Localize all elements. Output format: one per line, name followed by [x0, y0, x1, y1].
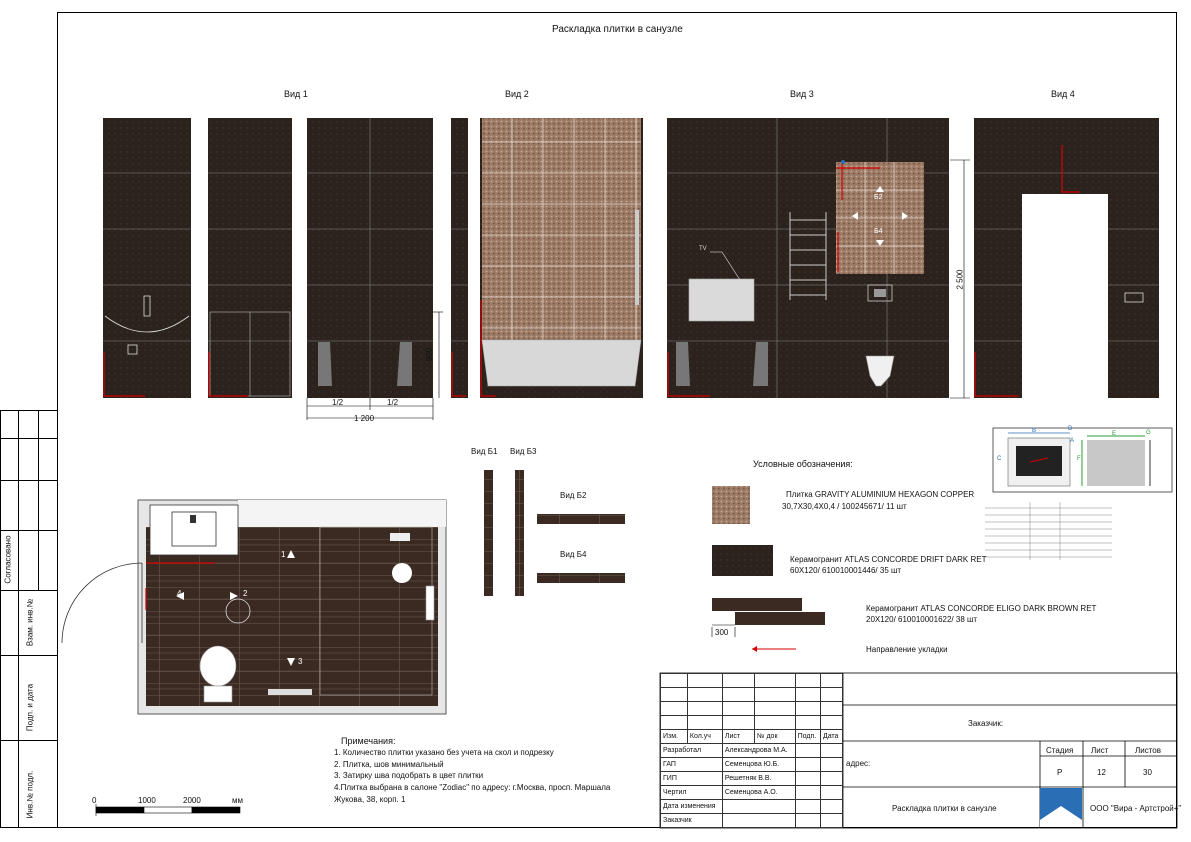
tb-col-izm: Изм. [661, 730, 688, 744]
side-sign-date: Подп. и дата [25, 683, 35, 732]
tb-col-doc: № док [755, 730, 796, 744]
title-block-table [660, 673, 843, 828]
plan-mark-4: 4 [177, 589, 182, 598]
legend-item1-sub: 30,7X30,4X0,4 / 100245671/ 11 шт [782, 502, 907, 511]
legend-item2-sub: 60X120/ 610010001446/ 35 шт [790, 566, 902, 575]
tb-sheets-header: Листов [1135, 746, 1161, 755]
view-2-label: Вид 2 [505, 89, 529, 99]
dim-width-total: 1 200 [354, 414, 375, 423]
scale-0: 0 [92, 796, 97, 805]
tb-sheet-header: Лист [1091, 746, 1109, 755]
note-1: 1. Количество плитки указано без учета на скол и подрезку [334, 748, 554, 757]
dim-height-900: 900 [425, 347, 435, 362]
tb-company: ООО "Вира - Артстрой+" [1090, 804, 1182, 813]
dim-height-2500: 2 500 [955, 269, 965, 290]
legend-direction: Направление укладки [866, 645, 948, 654]
note-4a: 4.Плитка выбрана в салоне "Zodiac" по адресу: г.Москва, просп. Маршала [334, 783, 611, 792]
inset-letter-d: D [1068, 426, 1073, 432]
legend-direction-arrow [752, 646, 796, 652]
tb-col-kol: Кол.уч [687, 730, 722, 744]
view-1-label: Вид 1 [284, 89, 308, 99]
tb-stage-header: Стадия [1046, 746, 1074, 755]
tb-address: адрес: [846, 759, 871, 768]
side-inv-swap: Взам. инв.№ [25, 598, 35, 647]
sheet-title: Раскладка плитки в санузле [552, 24, 683, 35]
company-logo [1040, 788, 1082, 827]
legend-item2: Керамогранит ATLAS CONCORDE DRIFT DARK RET [790, 555, 987, 564]
dim-half-left: 1/2 [332, 398, 344, 407]
legend-heading: Условные обозначения: [753, 459, 853, 469]
view3-wall [667, 118, 970, 398]
view-b3-label: Вид Б3 [510, 447, 537, 456]
plan-mark-1: 1 [281, 550, 286, 559]
tb-col-podp: Подп. [795, 730, 820, 744]
inset-letter-e: E [1112, 431, 1117, 437]
scale-bar [96, 804, 240, 816]
legend-item1: Плитка GRAVITY ALUMINIUM HEXAGON COPPER [786, 490, 975, 499]
tb-customer: Заказчик: [968, 719, 1004, 728]
plan-mark-2: 2 [243, 589, 248, 598]
tb-role-1: ГАП [661, 758, 723, 772]
inset-letter-c: C [997, 456, 1002, 462]
tb-role-3: Чертил [661, 786, 723, 800]
tb-drawing-name: Раскладка плитки в санузле [892, 804, 997, 813]
view-3-label: Вид 3 [790, 89, 814, 99]
tb-stage-value: Р [1057, 768, 1063, 777]
side-agreed: Согласовано [3, 535, 13, 584]
view1-wall-a [103, 118, 191, 398]
inset-letter-g: G [1146, 430, 1151, 436]
scale-unit: мм [232, 796, 243, 805]
tb-name-4 [722, 800, 795, 814]
view-b1-label: Вид Б1 [471, 447, 498, 456]
tb-sheet-value: 12 [1097, 768, 1106, 777]
legend-swatch-eligo [712, 598, 825, 637]
note-4b: Жукова, 38, корп. 1 [334, 795, 406, 804]
tb-name-2: Решетняк В.В. [722, 772, 795, 786]
view-b1-strip [484, 470, 493, 596]
view1-wall-c [307, 118, 443, 420]
legend-tile-300: 300 [715, 628, 729, 637]
legend-item3: Керамогранит ATLAS CONCORDE ELIGO DARK BROWN RET [866, 604, 1097, 613]
tb-name-5 [722, 814, 795, 828]
view4-wall [974, 118, 1159, 398]
inset-diagram [993, 428, 1172, 492]
view-4-label: Вид 4 [1051, 89, 1075, 99]
tb-name-3: Семенцова А.О. [722, 786, 795, 800]
tb-name-1: Семенцова Ю.Б. [722, 758, 795, 772]
tv-label: TV [699, 246, 707, 252]
inset-letter-f: F [1077, 456, 1081, 462]
dim-half-right: 1/2 [387, 398, 399, 407]
view1-wall-b [208, 118, 292, 398]
tb-role-2: ГИП [661, 772, 723, 786]
view-b4-strip [537, 573, 625, 583]
side-inv-orig: Инв.№ подл. [25, 770, 35, 819]
hex-b4-label: Б4 [874, 228, 883, 235]
tb-name-0: Александрова М.А. [722, 744, 795, 758]
tb-col-list: Лист [722, 730, 754, 744]
floor-plan [62, 500, 446, 714]
notes-heading: Примечания: [341, 736, 396, 746]
view-b4-label: Вид Б4 [560, 550, 587, 559]
tb-sheets-value: 30 [1143, 768, 1152, 777]
note-3: 3. Затирку шва подобрать в цвет плитки [334, 771, 484, 780]
inset-letter-b: B [1032, 428, 1037, 434]
view-b2-strip [537, 514, 625, 524]
tb-col-date: Дата [820, 730, 842, 744]
inset-letter-a: A [1070, 438, 1075, 444]
legend-swatch-drift [712, 545, 773, 576]
tb-role-0: Разработал [661, 744, 723, 758]
scale-1000: 1000 [138, 796, 156, 805]
note-2: 2. Плитка, шов минимальный [334, 760, 444, 769]
tb-role-4: Дата изменения [661, 800, 723, 814]
view2-wall [451, 118, 643, 398]
inset-table [985, 502, 1112, 560]
view-b2-label: Вид Б2 [560, 491, 587, 500]
scale-2000: 2000 [183, 796, 201, 805]
legend-swatch-hex [712, 486, 750, 524]
hex-b2-label: Б2 [874, 194, 883, 201]
tb-role-5: Заказчик [661, 814, 723, 828]
plan-mark-3: 3 [298, 657, 303, 666]
view-b3-strip [515, 470, 524, 596]
legend-item3-sub: 20X120/ 610010001622/ 38 шт [866, 615, 978, 624]
